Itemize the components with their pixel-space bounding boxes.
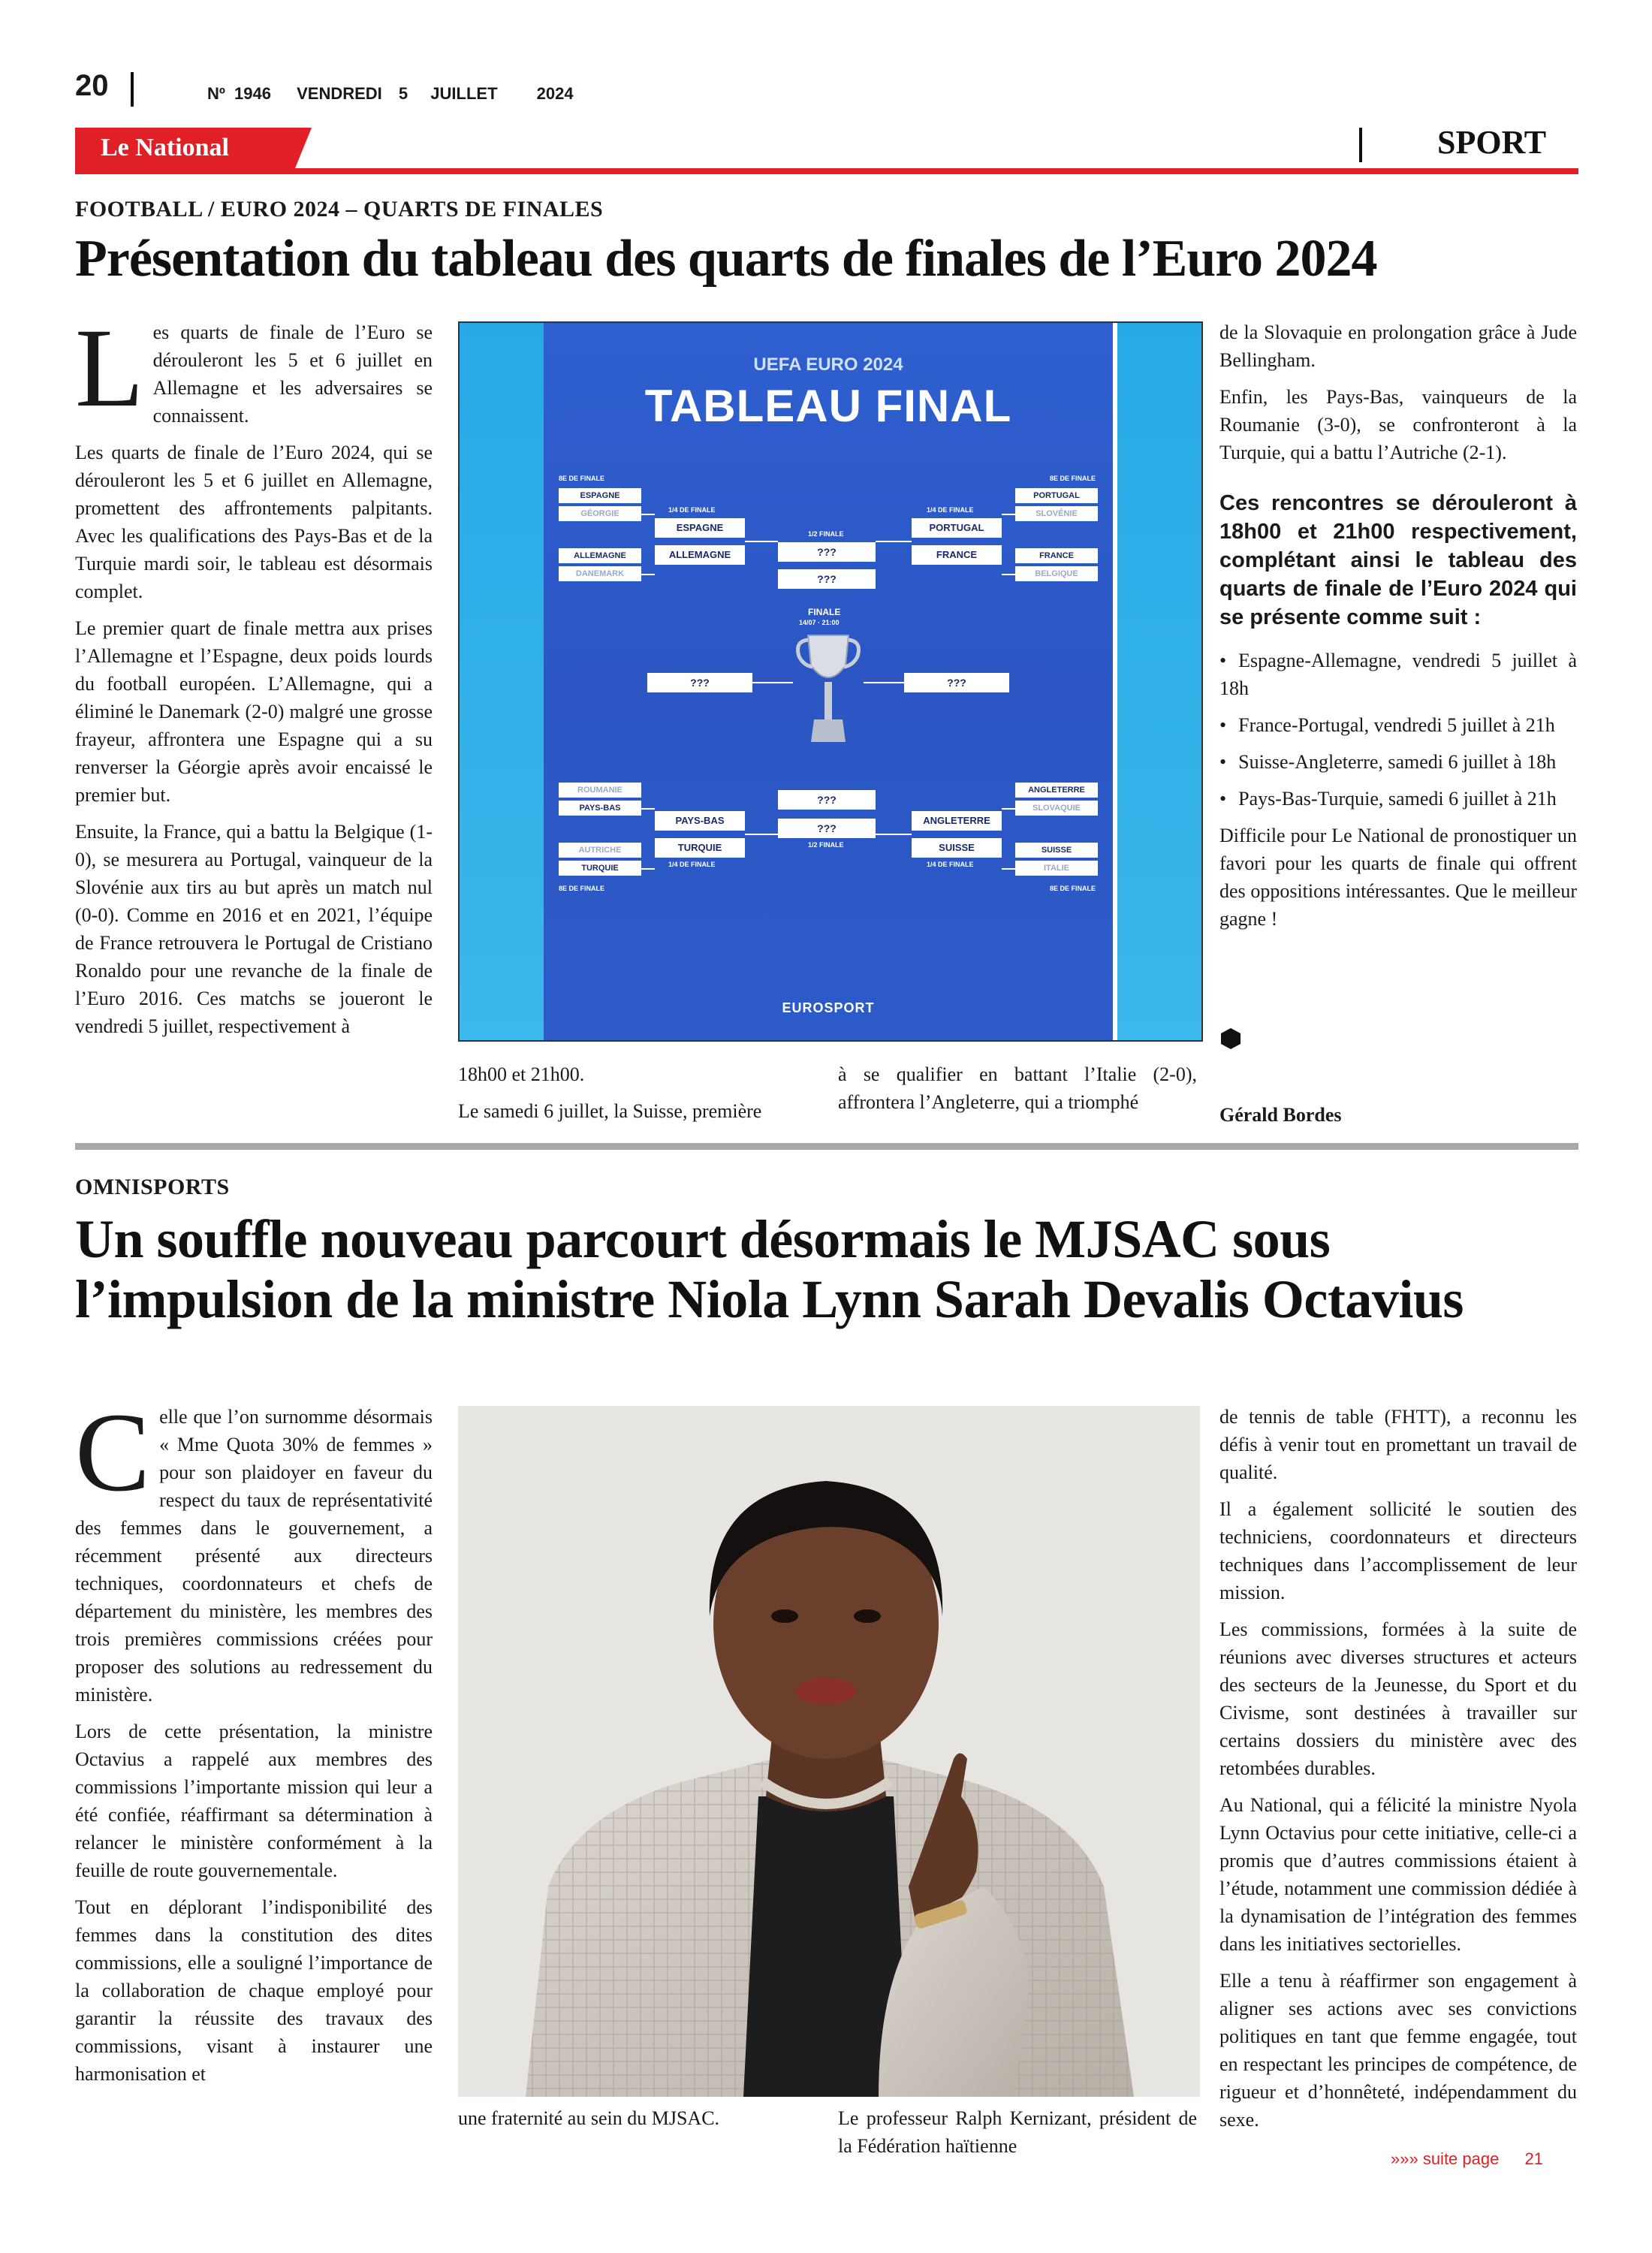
- match-list: [1219, 647, 1577, 813]
- article1-p3: Ensuite, la France, qui a battu la Belgique (1-0), se mesurera au Portugal, vainqueur de la Slovénie aux tirs au but après un match nul (0-0). Comme en 2016 et en 2021, l’équipe de France retrouvera le Portugal de Cristiano Ronaldo pour une revanche de la finale de l’Euro 2016. Ces matchs se joueront le vendredi 5 juillet, respectivement à: [75, 821, 433, 1037]
- article1-kicker: FOOTBALL / EURO 2024 – QUARTS DE FINALES: [75, 197, 604, 222]
- label-r16-right-bottom: 8E DE FINALE: [1050, 885, 1096, 892]
- section-name: SPORT: [1437, 124, 1547, 161]
- page-number: 20: [75, 69, 109, 102]
- article1-mid2: [838, 1060, 1197, 1125]
- label-sf-top: 1/2 FINALE: [808, 530, 844, 538]
- header-red-rule: [75, 168, 1578, 174]
- article2-kicker: OMNISPORTS: [75, 1175, 230, 1199]
- r16-right-6: SLOVAQUIE: [1015, 801, 1098, 816]
- match-item: • Espagne-Allemagne, vendredi 5 juillet à 18h: [1219, 647, 1577, 702]
- qf-right-3: ANGLETERRE: [912, 811, 1002, 831]
- label-r16-left-bottom: 8E DE FINALE: [559, 885, 605, 892]
- r16-right-2: SLOVÉNIE: [1015, 506, 1098, 521]
- label-qf-left-bottom: 1/4 DE FINALE: [668, 861, 716, 868]
- article2-col1: [75, 1390, 433, 2097]
- connector: [745, 834, 778, 835]
- r16-right-7: SUISSE: [1015, 843, 1098, 858]
- qf-left-2: ALLEMAGNE: [655, 545, 745, 565]
- connector: [1002, 514, 1015, 515]
- article2-r1: de tennis de table (FHTT), a reconnu les défis à venir tout en promettant un travail de qualité.: [1219, 1406, 1577, 1483]
- r16-right-3: FRANCE: [1015, 548, 1098, 563]
- r16-right-8: ITALIE: [1015, 861, 1098, 876]
- connector: [864, 682, 904, 683]
- r16-left-5: ROUMANIE: [559, 783, 641, 798]
- article1-mid1-b: Le samedi 6 juillet, la Suisse, première: [458, 1100, 762, 1122]
- qf-right-1: PORTUGAL: [912, 518, 1002, 538]
- article2-mid2-text: Le professeur Ralph Kernizant, président de la Fédération haïtienne: [838, 2107, 1197, 2157]
- label-qf-right-top: 1/4 DE FINALE: [927, 506, 974, 514]
- article1-r2: Enfin, les Pays-Bas, vainqueurs de la Roumanie (3-0), se confronteront à la Turquie, qui a battu l’Autriche (2-1).: [1219, 386, 1577, 463]
- bracket-top-label: UEFA EURO 2024: [753, 354, 903, 375]
- r16-left-4: DANEMARK: [559, 566, 641, 581]
- portrait-illustration: [458, 1406, 1200, 2097]
- r16-left-3: ALLEMAGNE: [559, 548, 641, 563]
- connector: [876, 834, 912, 835]
- continued-page-number[interactable]: 21: [1524, 2149, 1543, 2168]
- match-item: • France-Portugal, vendredi 5 juillet à 21h: [1219, 711, 1577, 739]
- final-date: 14/07 · 21:00: [799, 619, 840, 626]
- connector: [1002, 574, 1015, 575]
- issue-line: [207, 84, 574, 104]
- r16-left-2: GÉORGIE: [559, 506, 641, 521]
- article1-col3: [1219, 318, 1577, 942]
- r16-right-4: BELGIQUE: [1015, 566, 1098, 581]
- r16-left-6: PAYS-BAS: [559, 801, 641, 816]
- trophy-icon: [793, 629, 864, 749]
- qf-left-3: PAYS-BAS: [655, 811, 745, 831]
- article1-lead: es quarts de finale de l’Euro se dérouleront les 5 et 6 juillet en Allemagne et les adversaires se connaissent.: [152, 321, 433, 427]
- connector: [1002, 868, 1015, 870]
- article2-p2: Tout en déplorant l’indisponibilité des femmes dans la constitution des dites commissions, elle a souligné l’importance de la collaboration de chaque employé pour garantir la réussite des travaux des commissions, visant à instaurer une harmonisation et: [75, 1896, 433, 2085]
- article1-author: Gérald Bordes: [1219, 1104, 1342, 1126]
- label-qf-right-bottom: 1/4 DE FINALE: [927, 861, 974, 868]
- article1-r4: Difficile pour Le National de pronostiquer un favori pour les quarts de finale qui offrent des oppositions intéressantes. Que le meilleur gagne !: [1219, 825, 1577, 930]
- issue-weekday: VENDREDI: [297, 84, 382, 103]
- article2-col3: [1219, 1403, 1577, 2143]
- sf-bottom-1: ???: [778, 790, 876, 810]
- bracket-title: TABLEAU FINAL: [644, 381, 1012, 431]
- r16-right-5: ANGLETERRE: [1015, 783, 1098, 798]
- issue-month: JUILLET: [430, 84, 498, 103]
- issue-day: 5: [398, 84, 408, 103]
- connector: [641, 808, 655, 810]
- article1-r1: de la Slovaquie en prolongation grâce à Jude Bellingham.: [1219, 321, 1577, 371]
- label-sf-bottom: 1/2 FINALE: [808, 841, 844, 849]
- bracket-panel: [544, 323, 1113, 1040]
- article1-p2: Le premier quart de finale mettra aux prises l’Allemagne et l’Espagne, deux poids lourds du football européen. L’Allemagne, qui a éliminé le Danemark (2-0) malgré une grosse frayeur, affrontera une Espagne qui a su renverser la Géorgie après avoir encaissé le premier but.: [75, 617, 433, 806]
- connector: [752, 682, 793, 683]
- label-r16-left-top: 8E DE FINALE: [559, 475, 605, 482]
- article1-title: Présentation du tableau des quarts de finales de l’Euro 2024: [75, 230, 1377, 288]
- final-right: ???: [904, 673, 1009, 692]
- article2-dropcap: C: [75, 1390, 151, 1515]
- article1-dropcap: L: [75, 306, 144, 430]
- connector: [641, 514, 655, 515]
- connector: [876, 541, 912, 542]
- article-divider: [75, 1143, 1578, 1150]
- article1-p1: Les quarts de finale de l’Euro 2024, qui se dérouleront les 5 et 6 juillet en Allemagne, promettent des affrontements palpitants. Avec les qualifications des Pays-Bas et de la Turquie mardi soir, le tableau est désormais complet.: [75, 442, 433, 602]
- r16-left-7: AUTRICHE: [559, 843, 641, 858]
- article2-mid1: [458, 2104, 815, 2141]
- connector: [641, 868, 655, 870]
- article1-col1: [75, 306, 433, 1049]
- continued-line: [1391, 2149, 1543, 2169]
- minister-photo: [458, 1406, 1200, 2097]
- broadcaster-logo: EUROSPORT: [782, 1000, 875, 1015]
- section-divider: [1359, 128, 1362, 162]
- article2-p1: Lors de cette présentation, la ministre Octavius a rappelé aux membres des commissions l’importante mission qui leur a été confiée, réaffirmant sa détermination à relancer le ministère conformément à la feuille de route gouvernementale.: [75, 1721, 433, 1881]
- qf-left-1: ESPAGNE: [655, 518, 745, 538]
- article2-mid2: [838, 2104, 1197, 2169]
- article2-r2: Il a également sollicité le soutien des techniciens, coordonnateurs et directeurs techniques dans l’accomplissement de leur mission.: [1219, 1498, 1577, 1603]
- sf-bottom-2: ???: [778, 819, 876, 838]
- article2-title: Un souffle nouveau parcourt désormais le MJSAC sous l’impulsion de la ministre Niola Lynn Sarah Devalis Octavius: [75, 1209, 1464, 1329]
- r16-right-1: PORTUGAL: [1015, 488, 1098, 503]
- article2-r5: Elle a tenu à réaffirmer son engagement à aligner ses actions avec ses convictions politiques en tant que femme engagée, tout en respectant les principes de compétence, de rigueur et d’honnêteté, indépendamment du sexe.: [1219, 1970, 1577, 2131]
- article2-lead: elle que l’on surnomme désormais « Mme Quota 30% de femmes » pour son plaidoyer en faveur du respect du taux de représentativité des femmes dans le gouvernement, a récemment présenté aux directeurs techniques, coordonnateurs et chefs de département du ministère, les membres des trois premières commissions créées pour proposer des solutions au redressement du ministère.: [75, 1406, 433, 1706]
- article1-r3: Ces rencontres se dérouleront à 18h00 et 21h00 respectivement, complétant ainsi le tableau des quarts de finale de l’Euro 2024 qui se présente comme suit :: [1219, 491, 1577, 629]
- connector: [745, 541, 778, 542]
- bracket-right-band: [1117, 323, 1201, 1040]
- qf-left-4: TURQUIE: [655, 838, 745, 858]
- end-mark-icon: [1219, 1027, 1242, 1050]
- r16-left-8: TURQUIE: [559, 861, 641, 876]
- continued-link[interactable]: »»» suite page: [1391, 2149, 1500, 2168]
- sf-top-2: ???: [778, 569, 876, 589]
- label-r16-right-top: 8E DE FINALE: [1050, 475, 1096, 482]
- article1-mid1: [458, 1060, 815, 1134]
- header-divider: [131, 72, 134, 107]
- final-left: ???: [647, 673, 752, 692]
- article1-mid1-a: 18h00 et 21h00.: [458, 1063, 585, 1085]
- article2-r4: Au National, qui a félicité la ministre Nyola Lynn Octavius pour cette initiative, celle-ci a promis que d’autres commissions étaient à l’étude, notamment une commission dédiée à la dynamisation de l’intégration des femmes dans les initiatives sectorielles.: [1219, 1794, 1577, 1955]
- connector: [641, 574, 655, 575]
- final-label: FINALE: [808, 607, 841, 617]
- bracket-left-band: [460, 323, 544, 1040]
- qf-right-2: FRANCE: [912, 545, 1002, 565]
- issue-number: Nº 1946: [207, 84, 271, 103]
- issue-year: 2024: [536, 84, 574, 103]
- label-qf-left-top: 1/4 DE FINALE: [668, 506, 716, 514]
- connector: [1002, 808, 1015, 810]
- article2-mid1-text: une fraternité au sein du MJSAC.: [458, 2107, 720, 2129]
- article2-r3: Les commissions, formées à la suite de réunions avec diverses structures et acteurs des secteurs de la Jeunesse, du Sport et du Civisme, sont destinées à travailler sur certains dossiers du ministère avec des retombées durables.: [1219, 1618, 1577, 1779]
- article1-mid2-text: à se qualifier en battant l’Italie (2-0), affrontera l’Angleterre, qui a triomphé: [838, 1063, 1197, 1113]
- r16-left-1: ESPAGNE: [559, 488, 641, 503]
- sf-top-1: ???: [778, 542, 876, 562]
- euro-bracket-graphic: [458, 321, 1203, 1042]
- match-item: • Pays-Bas-Turquie, samedi 6 juillet à 21h: [1219, 785, 1577, 813]
- qf-right-4: SUISSE: [912, 838, 1002, 858]
- match-item: • Suisse-Angleterre, samedi 6 juillet à 18h: [1219, 748, 1577, 776]
- brand-name: Le National: [101, 134, 229, 161]
